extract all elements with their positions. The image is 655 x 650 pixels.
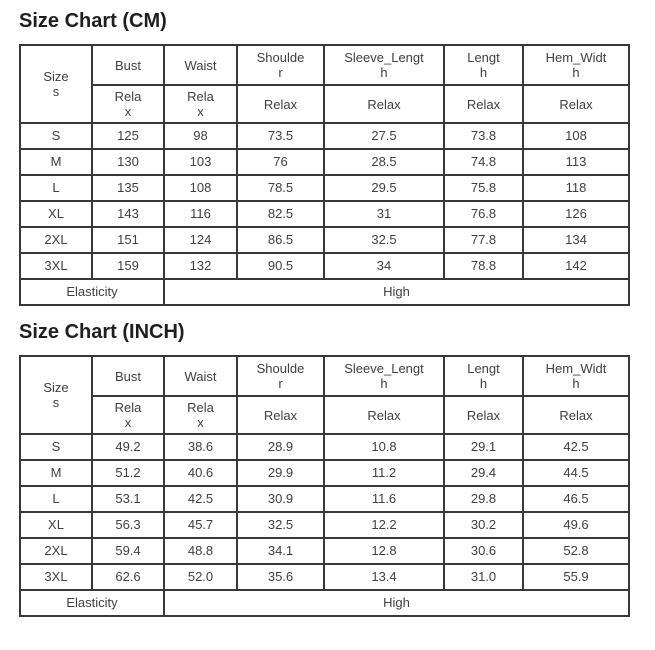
size-cell: M (20, 149, 92, 175)
fit-cell (444, 396, 523, 434)
elasticity-value-cell: High (164, 279, 629, 305)
size-chart-table (19, 355, 630, 617)
column-header (444, 45, 523, 85)
column-header-text: Waist (184, 368, 217, 384)
size-cell: M (20, 460, 92, 486)
measurement-cell: 56.3 (92, 512, 164, 538)
column-header (523, 356, 629, 396)
fit-cell (237, 85, 324, 123)
measurement-cell: 53.1 (92, 486, 164, 512)
measurement-cell: 49.6 (523, 512, 629, 538)
measurement-cell: 126 (523, 201, 629, 227)
size-cell: 2XL (20, 538, 92, 564)
fit-cell (444, 85, 523, 123)
size-cell: XL (20, 512, 92, 538)
measurement-cell: 78.8 (444, 253, 523, 279)
measurement-cell: 45.7 (164, 512, 237, 538)
column-header-text: Sleeve_Length (344, 360, 424, 391)
measurement-cell: 29.5 (324, 175, 444, 201)
fit-cell (324, 396, 444, 434)
table-row (20, 149, 629, 175)
column-header (523, 45, 629, 85)
measurement-cell: 28.5 (324, 149, 444, 175)
sizes-column-header (20, 45, 92, 123)
measurement-cell: 10.8 (324, 434, 444, 460)
measurement-cell: 34.1 (237, 538, 324, 564)
measurement-cell: 59.4 (92, 538, 164, 564)
measurement-cell: 32.5 (324, 227, 444, 253)
measurement-cell: 78.5 (237, 175, 324, 201)
measurement-cell: 90.5 (237, 253, 324, 279)
fit-cell-text: Relax (187, 88, 214, 119)
measurement-cell: 30.2 (444, 512, 523, 538)
measurement-cell: 125 (92, 123, 164, 149)
fit-cell-text: Relax (559, 96, 593, 112)
measurement-cell: 73.5 (237, 123, 324, 149)
fit-cell-text: Relax (263, 96, 298, 112)
measurement-cell: 52.0 (164, 564, 237, 590)
size-cell: XL (20, 201, 92, 227)
size-chart-cm-table-mount (19, 44, 636, 306)
sizes-column-header-text: Sizes (43, 379, 69, 410)
measurement-cell: 135 (92, 175, 164, 201)
column-header (92, 45, 164, 85)
size-chart-head (20, 356, 629, 434)
header-row-fit (20, 396, 629, 434)
measurement-cell: 27.5 (324, 123, 444, 149)
measurement-cell: 75.8 (444, 175, 523, 201)
measurement-cell: 76 (237, 149, 324, 175)
size-chart-inch-table-mount (19, 355, 636, 617)
fit-cell (164, 85, 237, 123)
measurement-cell: 29.9 (237, 460, 324, 486)
column-header (237, 45, 324, 85)
measurement-cell: 134 (523, 227, 629, 253)
measurement-cell: 116 (164, 201, 237, 227)
fit-cell-text: Relax (367, 407, 401, 423)
column-header (324, 45, 444, 85)
elasticity-value-cell: High (164, 590, 629, 616)
column-header (164, 356, 237, 396)
measurement-cell: 77.8 (444, 227, 523, 253)
measurement-cell: 108 (164, 175, 237, 201)
measurement-cell: 29.4 (444, 460, 523, 486)
size-chart-inch-section (19, 321, 636, 617)
table-row (20, 434, 629, 460)
measurement-cell: 49.2 (92, 434, 164, 460)
measurement-cell: 151 (92, 227, 164, 253)
fit-cell-text: Relax (114, 399, 142, 430)
measurement-cell: 12.2 (324, 512, 444, 538)
measurement-cell: 108 (523, 123, 629, 149)
table-row (20, 486, 629, 512)
measurement-cell: 30.9 (237, 486, 324, 512)
size-chart-body (20, 434, 629, 590)
sizes-column-header-text: Sizes (43, 68, 69, 99)
measurement-cell: 82.5 (237, 201, 324, 227)
measurement-cell: 51.2 (92, 460, 164, 486)
measurement-cell: 13.4 (324, 564, 444, 590)
measurement-cell: 103 (164, 149, 237, 175)
size-chart-table (19, 44, 630, 306)
table-row (20, 538, 629, 564)
column-header (92, 356, 164, 396)
table-row (20, 227, 629, 253)
measurement-cell: 132 (164, 253, 237, 279)
measurement-cell: 31.0 (444, 564, 523, 590)
fit-cell-text: Relax (466, 407, 501, 423)
measurement-cell: 62.6 (92, 564, 164, 590)
table-row (20, 512, 629, 538)
measurement-cell: 86.5 (237, 227, 324, 253)
fit-cell (237, 396, 324, 434)
measurement-cell: 46.5 (523, 486, 629, 512)
table-row (20, 253, 629, 279)
measurement-cell: 34 (324, 253, 444, 279)
elasticity-label-cell: Elasticity (20, 590, 164, 616)
column-header-text: Hem_Width (545, 49, 607, 80)
elasticity-row (20, 590, 629, 616)
column-header-text: Bust (114, 57, 141, 73)
column-header (444, 356, 523, 396)
table-row (20, 460, 629, 486)
size-cell: 2XL (20, 227, 92, 253)
measurement-cell: 55.9 (523, 564, 629, 590)
measurement-cell: 42.5 (164, 486, 237, 512)
column-header-text: Hem_Width (545, 360, 607, 391)
size-cell: 3XL (20, 253, 92, 279)
fit-cell (523, 396, 629, 434)
size-cell: 3XL (20, 564, 92, 590)
fit-cell (324, 85, 444, 123)
size-cell: S (20, 434, 92, 460)
measurement-cell: 48.8 (164, 538, 237, 564)
measurement-cell: 73.8 (444, 123, 523, 149)
column-header (164, 45, 237, 85)
measurement-cell: 98 (164, 123, 237, 149)
column-header-text: Waist (184, 57, 217, 73)
fit-cell-text: Relax (187, 399, 214, 430)
fit-cell-text: Relax (367, 96, 401, 112)
elasticity-label-cell: Elasticity (20, 279, 164, 305)
measurement-cell: 44.5 (523, 460, 629, 486)
column-header-text: Length (467, 49, 500, 80)
column-header-text: Shoulder (256, 360, 305, 391)
fit-cell (92, 85, 164, 123)
table-row (20, 175, 629, 201)
column-header-text: Sleeve_Length (344, 49, 424, 80)
measurement-cell: 11.6 (324, 486, 444, 512)
fit-cell (164, 396, 237, 434)
measurement-cell: 52.8 (523, 538, 629, 564)
measurement-cell: 40.6 (164, 460, 237, 486)
size-chart-inch-title: Size Chart (INCH) (19, 321, 185, 343)
table-row (20, 201, 629, 227)
measurement-cell: 113 (523, 149, 629, 175)
measurement-cell: 32.5 (237, 512, 324, 538)
column-header (324, 356, 444, 396)
fit-cell-text: Relax (559, 407, 593, 423)
column-header-text: Bust (114, 368, 141, 384)
measurement-cell: 38.6 (164, 434, 237, 460)
size-chart-head (20, 45, 629, 123)
column-header-text: Length (467, 360, 500, 391)
measurement-cell: 142 (523, 253, 629, 279)
header-row-measures (20, 356, 629, 396)
size-chart-foot (20, 279, 629, 305)
measurement-cell: 76.8 (444, 201, 523, 227)
measurement-cell: 159 (92, 253, 164, 279)
elasticity-row (20, 279, 629, 305)
measurement-cell: 42.5 (523, 434, 629, 460)
sizes-column-header (20, 356, 92, 434)
measurement-cell: 29.8 (444, 486, 523, 512)
measurement-cell: 118 (523, 175, 629, 201)
size-chart-foot (20, 590, 629, 616)
column-header (237, 356, 324, 396)
fit-cell-text: Relax (466, 96, 501, 112)
fit-cell (523, 85, 629, 123)
measurement-cell: 35.6 (237, 564, 324, 590)
fit-cell-text: Relax (114, 88, 142, 119)
table-row (20, 564, 629, 590)
measurement-cell: 12.8 (324, 538, 444, 564)
size-cell: L (20, 175, 92, 201)
fit-cell (92, 396, 164, 434)
table-row (20, 123, 629, 149)
column-header-text: Shoulder (256, 49, 305, 80)
size-chart-body (20, 123, 629, 279)
header-row-measures (20, 45, 629, 85)
size-cell: L (20, 486, 92, 512)
size-chart-cm-title: Size Chart (CM) (19, 10, 167, 32)
measurement-cell: 143 (92, 201, 164, 227)
size-cell: S (20, 123, 92, 149)
fit-cell-text: Relax (263, 407, 298, 423)
measurement-cell: 29.1 (444, 434, 523, 460)
measurement-cell: 11.2 (324, 460, 444, 486)
size-chart-cm-section (19, 10, 636, 306)
measurement-cell: 30.6 (444, 538, 523, 564)
header-row-fit (20, 85, 629, 123)
measurement-cell: 124 (164, 227, 237, 253)
measurement-cell: 31 (324, 201, 444, 227)
measurement-cell: 28.9 (237, 434, 324, 460)
measurement-cell: 130 (92, 149, 164, 175)
measurement-cell: 74.8 (444, 149, 523, 175)
